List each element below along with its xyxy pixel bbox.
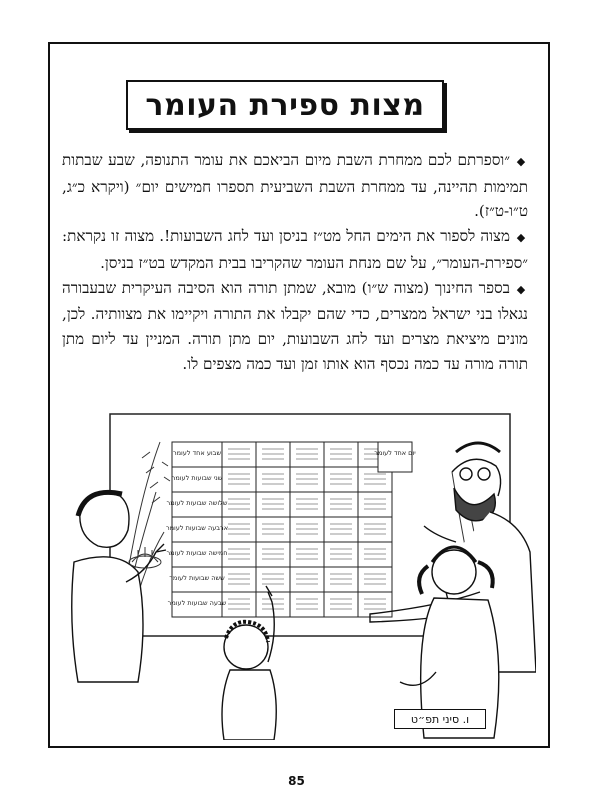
day-cell <box>324 567 358 592</box>
paragraph-1 <box>62 148 528 224</box>
page-title: מצות ספירת העומר <box>145 87 425 123</box>
day-cell <box>290 517 324 542</box>
week-label: ששה שבועות לעומר <box>169 574 225 582</box>
diamond-bullet-icon: ◆ <box>516 282 526 296</box>
day-cell <box>256 567 290 592</box>
day-cell <box>324 492 358 517</box>
week-label: שבעה שבועות לעומר <box>167 599 227 607</box>
caption-text: ו. סיני תפ״ט <box>410 712 470 726</box>
paragraph-2-text: מצוה לספור את הימים החל מט״ז בניסן ועד לחג השבועות!. מצוה זו נקראת: ״ספירת-העומר״, על שם מנחת העומר שהקריבו בבית המקדש בט״ז בניסן. <box>62 227 528 272</box>
day-cell <box>222 567 256 592</box>
page-number: 85 <box>288 774 305 788</box>
day-cell <box>222 467 256 492</box>
day-cell <box>290 442 324 467</box>
day-one-cell <box>378 442 412 472</box>
day-cell <box>290 592 324 617</box>
day-cell <box>324 542 358 567</box>
day-cell <box>324 517 358 542</box>
title-box <box>126 80 444 130</box>
diamond-bullet-icon: ◆ <box>516 231 526 245</box>
chart-header-label: יום אחד לעומר <box>374 449 416 457</box>
day-cell <box>358 567 392 592</box>
day-cell <box>324 467 358 492</box>
week-label: חמישה שבועות לעומר <box>166 549 228 557</box>
paragraph-1-text: ״וספרתם לכם ממחרת השבת מיום הביאכם את עומר התנופה, שבע שבתות תמימות תהיינה, עד ממחרת השבת השביעית תספרו חמישים יום״ (ויקרא כ״ג, ט״ו-ט״ז). <box>62 151 528 221</box>
body-text <box>62 148 528 376</box>
sheaf-icon <box>129 547 161 568</box>
day-cell <box>222 592 256 617</box>
omer-classroom-illustration <box>60 412 536 740</box>
day-cell <box>358 542 392 567</box>
day-cell <box>358 517 392 542</box>
day-cell <box>290 492 324 517</box>
paragraph-3 <box>62 276 528 377</box>
day-cell <box>256 442 290 467</box>
week-label: שלושה שבועות לעומר <box>166 499 228 507</box>
paragraph-2 <box>62 224 528 275</box>
day-cell <box>256 542 290 567</box>
day-cell <box>290 567 324 592</box>
day-cell <box>324 592 358 617</box>
day-cell <box>358 492 392 517</box>
paragraph-3-text: בספר החינוך (מצוה ש״ו) מובא, שמתן תורה הוא הסיבה העיקרית שבעבורה נגאלו בני ישראל ממצרים, כדי שהם יקבלו את התורה ויקיימו את מצוותיה. לכן, מונים מיציאת מצרים ועד לחג השבועות, יום מתן תורה. המניין עד ליום מתן תורה מורה עד כמה נכסף הוא אותו זמן ועד כמה מצפים לו. <box>62 278 528 373</box>
boy-figure-left <box>72 492 166 682</box>
day-cell <box>256 467 290 492</box>
day-cell <box>290 467 324 492</box>
day-cell <box>256 492 290 517</box>
day-cell <box>222 442 256 467</box>
day-cell <box>256 517 290 542</box>
day-cell <box>290 542 324 567</box>
week-label: שבוע אחד לעומר <box>172 449 222 457</box>
illustrator-caption <box>394 709 486 729</box>
day-cell <box>324 442 358 467</box>
week-label: ארבעה שבועות לעומר <box>165 524 229 532</box>
diamond-bullet-icon: ◆ <box>516 155 526 168</box>
week-label: שני שבועות לעומר <box>171 474 223 482</box>
